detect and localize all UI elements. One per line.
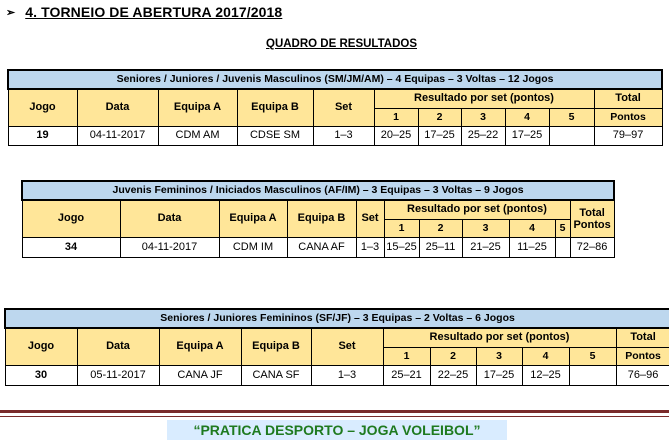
cell-set: 1–3 — [356, 237, 384, 257]
cell-total: 76–96 — [616, 365, 669, 385]
header-set-5: 5 — [555, 219, 570, 237]
header-set-1: 1 — [374, 108, 418, 126]
header-jogo: Jogo — [5, 328, 77, 365]
cell-score-4: 17–25 — [505, 126, 549, 145]
header-equipa-b: Equipa B — [241, 328, 311, 365]
header-set-5: 5 — [549, 108, 594, 126]
table-caption: Seniores / Juniores Femininos (SF/JF) – 3 Equipas – 2 Voltas – 6 Jogos — [5, 309, 669, 328]
cell-set: 1–3 — [313, 126, 374, 145]
header-total-pontos: Total Pontos — [570, 200, 614, 237]
cell-jogo: 19 — [8, 126, 77, 145]
cell-score-5 — [569, 365, 616, 385]
cell-score-3: 21–25 — [462, 237, 509, 257]
cell-total: 79–97 — [594, 126, 662, 145]
header-set-3: 3 — [462, 219, 509, 237]
header-data: Data — [120, 200, 219, 237]
results-table-sm-jm-am — [7, 69, 663, 146]
cell-equipa-a: CDM AM — [158, 126, 237, 145]
cell-equipa-b: CANA SF — [241, 365, 311, 385]
header-equipa-b: Equipa B — [287, 200, 356, 237]
cell-score-4: 12–25 — [522, 365, 569, 385]
table-row — [22, 237, 614, 257]
cell-equipa-a: CANA JF — [159, 365, 241, 385]
header-set-3: 3 — [461, 108, 505, 126]
header-resultado: Resultado por set (pontos) — [374, 89, 594, 108]
cell-data: 04-11-2017 — [120, 237, 219, 257]
motto-banner: “PRATICA DESPORTO – JOGA VOLEIBOL” — [167, 420, 507, 440]
arrow-bullet-icon: ➢ — [6, 6, 16, 19]
results-subheading: QUADRO DE RESULTADOS — [266, 38, 417, 50]
cell-score-3: 25–22 — [461, 126, 505, 145]
cell-equipa-b: CANA AF — [287, 237, 356, 257]
header-resultado: Resultado por set (pontos) — [384, 200, 570, 219]
cell-score-4: 11–25 — [509, 237, 555, 257]
header-jogo: Jogo — [8, 89, 77, 126]
footer-divider-thin — [0, 416, 669, 417]
header-set-2: 2 — [419, 219, 462, 237]
cell-score-5 — [549, 126, 594, 145]
cell-data: 05-11-2017 — [77, 365, 159, 385]
results-table-sf-jf — [4, 308, 669, 386]
header-resultado: Resultado por set (pontos) — [383, 328, 616, 347]
header-data: Data — [77, 328, 159, 365]
cell-score-2: 22–25 — [430, 365, 476, 385]
cell-score-1: 25–21 — [383, 365, 430, 385]
header-set-4: 4 — [522, 347, 569, 365]
cell-score-5 — [555, 237, 570, 257]
cell-equipa-b: CDSE SM — [237, 126, 313, 145]
header-set-1: 1 — [384, 219, 419, 237]
header-set-1: 1 — [383, 347, 430, 365]
header-set-4: 4 — [505, 108, 549, 126]
table-row — [5, 365, 669, 385]
cell-jogo: 34 — [22, 237, 120, 257]
header-set: Set — [311, 328, 383, 365]
cell-total: 72–86 — [570, 237, 614, 257]
header-total: Total — [616, 328, 669, 347]
results-table-af-im — [21, 180, 615, 258]
cell-score-2: 25–11 — [419, 237, 462, 257]
cell-jogo: 30 — [5, 365, 77, 385]
cell-equipa-a: CDM IM — [219, 237, 287, 257]
header-equipa-a: Equipa A — [158, 89, 237, 126]
section-title: 4. TORNEIO DE ABERTURA 2017/2018 — [25, 4, 283, 20]
cell-set: 1–3 — [311, 365, 383, 385]
header-set: Set — [356, 200, 384, 237]
table-caption: Seniores / Juniores / Juvenis Masculinos (SM/JM/AM) – 4 Equipas – 3 Voltas – 12 Jogos — [8, 70, 662, 89]
cell-score-3: 17–25 — [476, 365, 522, 385]
header-set: Set — [313, 89, 374, 126]
cell-score-1: 20–25 — [374, 126, 418, 145]
header-jogo: Jogo — [22, 200, 120, 237]
header-set-2: 2 — [430, 347, 476, 365]
header-total: Total — [594, 89, 662, 108]
cell-data: 04-11-2017 — [77, 126, 158, 145]
header-pontos: Pontos — [616, 347, 669, 365]
header-pontos: Pontos — [594, 108, 662, 126]
cell-score-1: 15–25 — [384, 237, 419, 257]
header-set-4: 4 — [509, 219, 555, 237]
header-equipa-b: Equipa B — [237, 89, 313, 126]
table-row — [8, 126, 662, 145]
header-equipa-a: Equipa A — [159, 328, 241, 365]
footer-divider — [0, 410, 669, 413]
header-set-3: 3 — [476, 347, 522, 365]
cell-score-2: 17–25 — [418, 126, 461, 145]
section-heading — [6, 4, 282, 20]
header-equipa-a: Equipa A — [219, 200, 287, 237]
table-caption: Juvenis Femininos / Iniciados Masculinos (AF/IM) – 3 Equipas – 3 Voltas – 9 Jogos — [22, 181, 614, 200]
header-set-5: 5 — [569, 347, 616, 365]
header-data: Data — [77, 89, 158, 126]
header-set-2: 2 — [418, 108, 461, 126]
